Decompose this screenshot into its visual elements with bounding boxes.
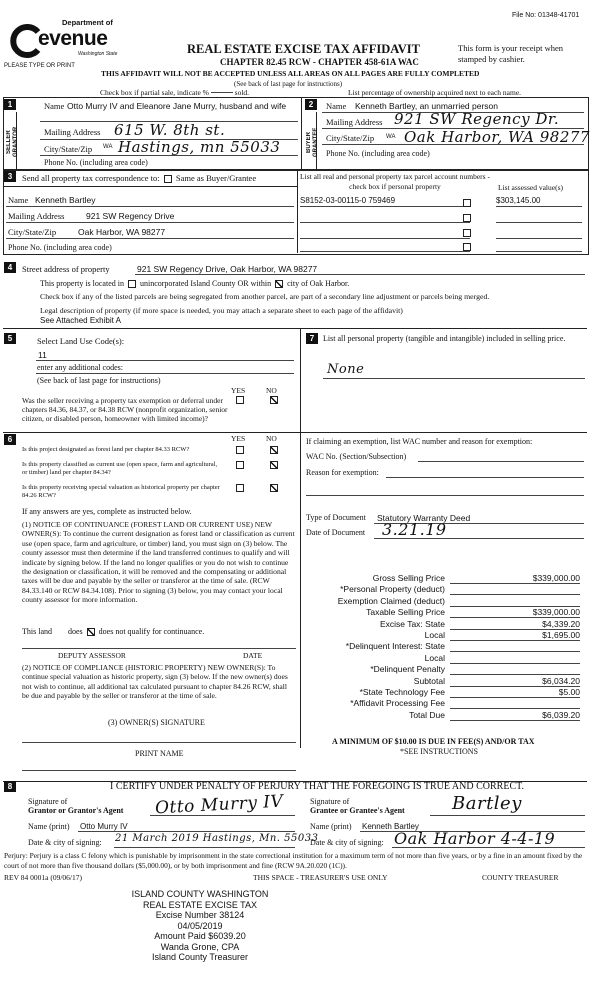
financial-label: *Personal Property (deduct) [340,584,445,595]
grantee-name-print-label: Name (print) [310,822,352,831]
grantee-name-print: Kenneth Bartley [362,822,419,831]
financial-value: $339,000.00 [450,607,580,618]
grantee-agent-label: Grantee or Grantee's Agent [310,806,405,815]
stamp-line: Island County Treasurer [151,952,249,962]
grantee-signature: Bartley [452,793,522,814]
s5-yes-header: YES [231,386,246,395]
please-type: PLEASE TYPE OR PRINT [4,63,75,69]
financial-label: Subtotal [413,675,445,686]
seller-mail: 615 W. 8th st. [114,121,226,139]
this-land-label: This land [22,627,52,636]
corr-city-label: City/State/Zip [8,227,57,237]
located-in [40,279,349,288]
financial-label: Exemption Claimed (deduct) [337,595,445,606]
reason-label: Reason for exemption: [306,468,379,477]
print-name-label: PRINT NAME [135,749,184,758]
personal-property-value: None [327,362,365,377]
grantor-name-print: Otto Murry IV [80,822,128,831]
corr-name-label: Name [8,195,29,205]
stamp-line: Wanda Grone, CPA [160,941,240,952]
located-label: This property is located in [40,279,124,288]
certify-statement: I CERTIFY UNDER PENALTY OF PERJURY THAT THE FOREGOING IS TRUE AND CORRECT. [110,781,524,792]
personal-property-label: List all personal property (tangible and intangible) included in selling price. [323,334,566,343]
current-use-yes-checkbox[interactable] [236,461,244,469]
assessor-date-label: DATE [243,651,263,660]
additional-codes-label: enter any additional codes: [37,363,123,372]
notice-of-continuance: (1) NOTICE OF CONTINUANCE (FOREST LAND OR CURRENT USE) NEW OWNER(S): To continue the current designation as forest land or classification as current use (open space, farm and agriculture, or timber) land, you must sign on (3) below. The county assessor must then determine if the land transferred continues to qualify and will indicate by signing below. If the land no longer qualifies or you do not wish to continue the designation or classification, it will be removed and the compensating or additional taxes will be due and payable by the seller or transferor at the time of sale. (RCW 84.33.140 or RCW 84.34.108). Prior to signing (3) below, you may contact your local county assessor for more information. [22,520,295,605]
seller-name: Otto Murry IV and Eleanore Jane Murry, husband and wife [67,101,287,111]
stamp-line: REAL ESTATE EXCISE TAX [142,899,258,910]
forest-yes-checkbox[interactable] [236,446,244,454]
corr-city: Oak Harbor, WA 98277 [78,227,166,237]
logo-name: evenue [38,27,108,50]
send-correspondence-label: Send all property tax correspondence to: [22,173,160,183]
does-not-label: does not qualify for continuance. [98,627,205,636]
stamp-line: Excise Number 38124 [155,910,245,920]
send-correspondence [22,173,256,183]
corr-phone-label: Phone No. (including area code) [8,243,112,252]
seller-side-label: SELLER GRANTOR [6,126,19,158]
revenue-logo [8,18,123,62]
financial-value [450,641,580,652]
same-as-buyer-checkbox[interactable] [164,175,172,183]
buyer-phone-label: Phone No. (including area code) [326,149,430,158]
historical-yes-checkbox[interactable] [236,484,244,492]
buyer-side-label: BUYER GRANTEE [306,127,319,157]
wac-number-label: WAC No. (Section/Subsection) [306,452,407,461]
s5-no-header: NO [266,386,277,395]
see-instructions: *SEE INSTRUCTIONS [400,747,479,756]
seller-city: Hastings, mn 55033 [118,138,281,156]
exemption-no-checkbox[interactable] [270,396,278,404]
logo-state: Washington State [78,51,118,57]
file-number: File No: 01348-41701 [512,12,580,19]
grantor-sig-label: Signature of [28,797,68,806]
treasurer-space: THIS SPACE - TREASURER'S USE ONLY [253,873,388,882]
form-subtitle: CHAPTER 82.45 RCW - CHAPTER 458-61A WAC [220,57,419,67]
see-back: (See back of last page for instructions) [234,80,343,88]
if-yes-note: If any answers are yes, complete as instructed below. [22,507,192,516]
doc-type: Statutory Warranty Deed [377,513,471,523]
assessed-value: $303,145.00 [496,196,541,205]
financial-value: $5.00 [450,687,580,698]
buyer-state: WA [386,134,396,140]
does-label: does [68,627,83,636]
financial-value: $4,339.20 [450,619,580,630]
land-use-code: 11 [38,350,47,360]
partial-sale-label: Check box if partial sale, indicate % [100,88,209,97]
exemption-yes-checkbox[interactable] [236,396,244,404]
forest-question: Is this project designated as forest land per chapter 84.33 RCW? [22,446,190,453]
section-6-number: 6 [4,434,16,445]
section-1-number: 1 [4,99,16,110]
financial-label: Local [424,630,445,640]
buyer-city: Oak Harbor, WA 98277 [404,128,590,146]
owner-signature-label: (3) OWNER(S) SIGNATURE [108,718,205,727]
financial-label: *Delinquent Interest: State [345,641,445,652]
corr-name: Kenneth Bartley [35,195,96,205]
s6-no-header: NO [266,434,277,443]
seller-city-label: City/State/Zip [44,144,93,154]
treasurer-stamp [115,889,285,963]
buyer-name-label: Name [326,101,347,111]
financial-label: Local [424,652,445,663]
assessed-header: List assessed value(s) [498,183,563,192]
grantor-name-print-label: Name (print) [28,822,70,831]
grantor-date-label: Date & city of signing: [28,838,102,847]
legal-description: See Attached Exhibit A [40,316,121,325]
logo-dept: Department of [62,18,113,27]
grantor-signature: Otto Murry IV [154,791,284,819]
current-use-question: Is this property classified as current use (open space, farm and agricultural, or timber) land per chapter 84.34? [22,461,218,476]
minimum-fee: A MINIMUM OF $10.00 IS DUE IN FEE(S) AND/OR TAX [332,737,535,746]
sold-label: sold. [234,88,250,97]
financial-value: $339,000.00 [450,573,580,584]
personal-property-checkbox-3[interactable] [463,229,471,237]
financial-label: Excise Tax: State [379,618,445,629]
seller-state: WA [103,144,113,150]
financial-value: $1,695.00 [450,630,580,641]
financial-value: $6,039.20 [450,710,580,721]
street-label: Street address of property [22,264,110,274]
grantor-date-city: 21 March 2019 Hastings, Mn. 55033 [115,833,319,844]
warning: THIS AFFIDAVIT WILL NOT BE ACCEPTED UNLESS ALL AREAS ON ALL PAGES ARE FULLY COMPLETED [101,69,480,78]
does-not-checkbox[interactable] [87,628,95,636]
financial-label: *State Technology Fee [359,687,445,697]
financial-label: Gross Selling Price [372,573,445,583]
deputy-assessor-label: DEPUTY ASSESSOR [58,651,126,660]
unincorporated-checkbox[interactable] [128,280,136,288]
section-4-number: 4 [4,262,16,273]
current-use-no-checkbox[interactable] [270,461,278,469]
buyer-mail: 921 SW Regency Dr. [394,110,560,128]
financial-label: Total Due [409,709,445,720]
personal-property-checkbox-4[interactable] [463,243,471,251]
same-as-buyer-label: Same as Buyer/Grantee [175,173,257,183]
s6-yes-header: YES [231,434,246,443]
pct-ownership: List percentage of ownership acquired next to each name. [348,88,522,97]
rev-number: REV 84 0001a (09/06/17) [4,873,82,882]
stamp-line: 04/05/2019 [177,920,223,931]
doc-date: 3.21.19 [382,520,447,539]
forest-no-checkbox[interactable] [270,446,278,454]
form-title: REAL ESTATE EXCISE TAX AFFIDAVIT [187,42,420,56]
personal-property-checkbox-1[interactable] [463,199,471,207]
grantor-agent-label: Grantor or Grantor's Agent [28,806,124,815]
financial-value [450,584,580,595]
parcel-header: List all real and personal property tax parcel account numbers - check box if personal property [300,172,490,191]
section-8-number: 8 [4,781,16,792]
street-address: 921 SW Regency Drive, Oak Harbor, WA 98277 [137,264,318,274]
personal-property-checkbox-2[interactable] [463,214,471,222]
buyer-city-label: City/State/Zip [326,133,375,143]
county-treasurer: COUNTY TREASURER [482,873,559,882]
unincorporated-label: unincorporated Island County OR within [139,279,272,288]
doc-type-label: Type of Document [306,513,366,522]
stamp-line: Amount Paid $6039.20 [154,931,246,941]
city-of-label: city of Oak Harbor. [287,279,350,288]
buyer-mail-label: Mailing Address [326,117,383,127]
section5-see-back: (See back of last page for instructions) [37,376,161,385]
section-3-number: 3 [4,171,16,182]
land-use-label: Select Land Use Code(s): [37,336,125,346]
financial-label: *Affidavit Processing Fee [350,698,445,709]
wac-question: If claiming an exemption, list WAC number and reason for exemption: [306,437,533,446]
financial-label: *Delinquent Penalty [370,664,445,675]
partial-sale [100,88,249,97]
financial-value [450,653,580,664]
stamp-line: ISLAND COUNTY WASHINGTON [131,889,269,899]
corr-mail: 921 SW Regency Drive [86,211,175,221]
financial-value [450,664,580,675]
historical-no-checkbox[interactable] [270,484,278,492]
financial-value: $6,034.20 [450,676,580,687]
receipt-note: This form is your receipt when stamped by cashier. [458,43,564,64]
grantee-sig-label: Signature of [310,797,350,806]
grantee-date-city: Oak Harbor 4-4-19 [394,829,556,848]
section-5-number: 5 [4,333,16,344]
notice-of-compliance: (2) NOTICE OF COMPLIANCE (HISTORIC PROPERTY) NEW OWNER(S): To continue special valuation as historic property, sign (3) below. If the new owner(s) does not wish to continue, all additional tax calculated pursuant to chapter 84.26 RCW, shall be due and payable by the seller or transferor at the time of sale. [22,663,288,701]
historical-question: Is this property receiving special valuation as historical property per chapter 84.26 RCW? [22,484,220,499]
perjury-note: Perjury: Perjury is a class C felony which is punishable by imprisonment in the state correctional institution for a maximum term of not more than five years, or by a fine in an amount fixed by the court of not more than five thousand dollars ($5,000.00), or by both imprisonment and fine (RCW 9A.20.020 (1C)). [4,851,583,870]
revenue-logo-icon [8,24,42,58]
land-qualify [22,627,204,636]
corr-mail-label: Mailing Address [8,211,65,221]
section-2-number: 2 [305,99,317,110]
buyer-name: Kenneth Bartley, an unmarried person [355,101,499,111]
financial-value [450,596,580,607]
seller-name-label: Name [44,101,65,111]
legal-description-label: Legal description of property (if more space is needed, you may attach a separate sheet to each page of the affidavit) [40,306,403,315]
financial-label: Taxable Selling Price [366,607,445,618]
within-city-checkbox[interactable] [275,280,283,288]
segregated-note: Check box if any of the listed parcels are being segregated from another parcel, are part of a secondary line adjustment or parcels being merged. [40,292,490,301]
seller-mail-label: Mailing Address [44,127,101,137]
seller-phone-label: Phone No. (including area code) [44,158,148,167]
financial-value [450,698,580,709]
parcel-number: S8152-03-00115-0 759469 [300,196,396,205]
grantee-date-label: Date & city of signing: [310,838,384,847]
exemption-question: Was the seller receiving a property tax exemption or deferral under chapters 84.36, 84.37, or 84.38 RCW (nonprofit organization, senior citizen, or disabled person, homeowner with limited income)? [22,396,228,423]
doc-date-label: Date of Document [306,528,366,537]
section-7-number: 7 [306,333,318,344]
